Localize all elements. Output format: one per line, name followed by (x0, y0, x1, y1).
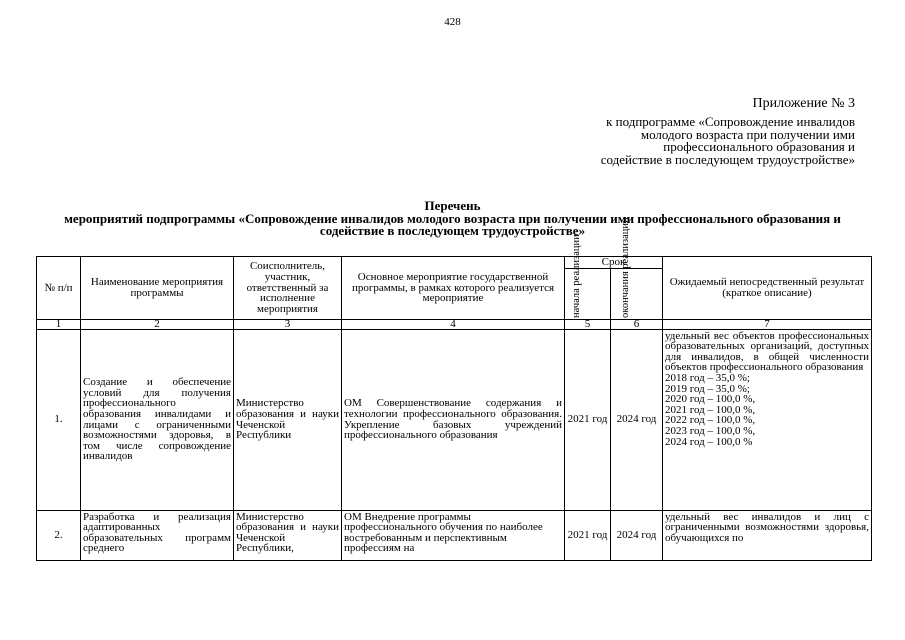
result-year-line: 2018 год – 35,0 %; (665, 371, 750, 384)
column-number: 3 (234, 319, 342, 329)
page-number: 428 (444, 16, 461, 28)
header-result: Ожидаемый непосредственный результат (краткое описание) (663, 257, 872, 320)
header-name: Наименование мероприятия программы (81, 257, 234, 320)
table-row (37, 510, 872, 560)
appendix-subtitle: к подпрограмме «Сопровождение инвалидов молодого возраста при получении ими профессионального образования и содействие в последующем трудоустройстве» (600, 114, 855, 167)
row-name: Создание и обеспечение условий для получения профессионального образования инвалидами и лицами с ограниченными возможностями здоровья, в том числе сопровождение инвалидов (81, 329, 234, 510)
result-year-line: 2024 год – 100,0 % (665, 435, 753, 448)
header-start-text: начала реализации (570, 233, 582, 318)
column-numbers-row (37, 319, 872, 329)
row-num: 2. (37, 510, 81, 560)
header-start (565, 233, 611, 319)
row-name: Разработка и реализация адаптированных образовательных программ среднего (81, 510, 234, 560)
header-row (37, 257, 872, 269)
title-line-1: Перечень (424, 198, 481, 213)
row-executor: Министерство образования и науки Чеченской Республики, (234, 510, 342, 560)
row-end: 2024 год (611, 510, 663, 560)
row-result: удельный вес инвалидов и лиц с ограниченными возможностями здоровья, обучающихся по (663, 510, 872, 560)
title-line-2: мероприятий подпрограммы «Сопровождение инвалидов молодого возраста при получении ими профессионального образования и содействие в последующем трудоустройстве» (64, 210, 841, 238)
row-result (663, 329, 872, 510)
result-text: удельный вес объектов профессиональных образовательных организаций, доступных для инвалидов, в общей численности объектов профессионального образования (665, 329, 869, 374)
header-end-text: окончания реализации (619, 216, 631, 318)
header-num: № п/п (37, 257, 81, 320)
column-number: 6 (611, 319, 663, 329)
row-start: 2021 год (565, 329, 611, 510)
column-number: 2 (81, 319, 234, 329)
table-row (37, 329, 872, 510)
row-main-event: ОМ Внедрение программы профессионального обучения по наиболее востребованным и перспективным профессиям на (342, 510, 565, 560)
row-num: 1. (37, 329, 81, 510)
header-term: Срок (565, 257, 663, 269)
column-number: 4 (342, 319, 565, 329)
appendix-heading: Приложение № 3 (752, 96, 855, 111)
column-number: 7 (663, 319, 872, 329)
result-year-line: 2022 год – 100,0 %, (665, 414, 756, 427)
header-executor: Соисполнитель, участник, ответственный за исполнение мероприятия (234, 257, 342, 320)
document-title (60, 200, 845, 238)
row-main-event: ОМ Совершенствование содержания и технологии профессионального образования. Укрепление базовых учреждений профессионального образования (342, 329, 565, 510)
result-year-line: 2020 год – 100,0 %, (665, 393, 756, 406)
column-number: 1 (37, 319, 81, 329)
result-year-line: 2023 год – 100,0 %, (665, 424, 756, 437)
result-year-line: 2021 год – 100,0 %, (665, 403, 756, 416)
row-executor: Министерство образования и науки Чеченской Республики (234, 329, 342, 510)
result-year-line: 2019 год – 35,0 %; (665, 382, 750, 395)
row-end: 2024 год (611, 329, 663, 510)
column-number: 5 (565, 319, 611, 329)
header-main-event: Основное мероприятие государственной программы, в рамках которого реализуется мероприятие (342, 257, 565, 320)
row-start: 2021 год (565, 510, 611, 560)
